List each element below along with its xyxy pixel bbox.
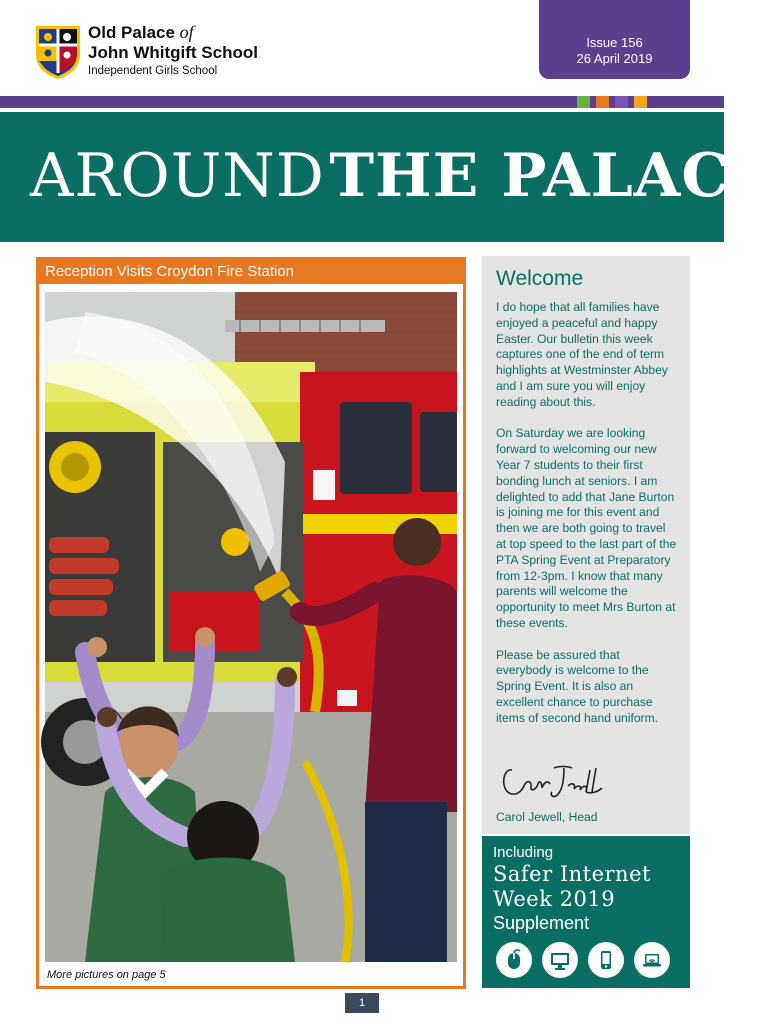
- article-caption: More pictures on page 5: [47, 969, 166, 981]
- mouse-icon: [496, 942, 532, 978]
- school-name-of: of: [179, 22, 194, 42]
- school-name-line1: Old Palace: [88, 23, 175, 42]
- fire-station-photo: [45, 292, 457, 962]
- supplement-including: Including: [493, 844, 554, 861]
- article-heading: Reception Visits Croydon Fire Station: [39, 260, 463, 284]
- welcome-paragraph-3: Please be assured that everybody is welcome to the Spring Event. It is also an excellent chance to purchase items of second hand uniform.: [496, 647, 659, 725]
- school-type: Independent Girls School: [88, 65, 218, 77]
- supplement-subtitle: Supplement: [493, 913, 590, 933]
- monitor-icon: [542, 942, 578, 978]
- issue-badge: [539, 0, 690, 79]
- supplement-icons: [496, 942, 670, 978]
- green-square: [577, 96, 590, 108]
- amber-square: [634, 96, 647, 108]
- laptop-wifi-icon: [634, 942, 670, 978]
- color-squares: [577, 96, 647, 108]
- school-name: [88, 22, 348, 79]
- article-panel: [36, 257, 466, 989]
- page-number: 1: [345, 993, 379, 1013]
- supplement-title-line1: Safer Internet: [493, 862, 651, 886]
- signatory-name: Carol Jewell, Head: [496, 810, 598, 824]
- welcome-paragraph-1: I do hope that all families have enjoyed a peaceful and happy Easter. Our bulletin this week captures one of the end of term highlights at Westminster Abbey and I am sure you will enjoy reading about this.: [496, 300, 668, 409]
- orange-square: [596, 96, 609, 108]
- welcome-panel: [482, 256, 690, 834]
- purple-square: [615, 96, 628, 108]
- supplement-box: [482, 836, 690, 988]
- welcome-paragraph-2: On Saturday we are looking forward to welcoming our new Year 7 students to their first bonding lunch at seniors. I am delighted to add that Jane Burton is joining me for this event and then we are both going to travel at top speed to the last part of the PTA Spring Event at Preparatory from 12-3pm. I know that many parents will welcome the opportunity to meet Mrs Burton at these events.: [496, 426, 677, 630]
- masthead-title: [30, 138, 777, 230]
- issue-date: 26 April 2019: [576, 51, 653, 66]
- mobile-phone-icon: [588, 942, 624, 978]
- issue-number: Issue 156: [586, 35, 643, 50]
- supplement-title-line2: Week 2019: [493, 887, 616, 911]
- welcome-title: Welcome: [496, 267, 584, 290]
- masthead-title-light: AROUND: [30, 141, 325, 211]
- school-name-line2: John Whitgift School: [88, 43, 258, 62]
- handwritten-signature: [498, 762, 608, 800]
- school-crest-icon: [34, 24, 82, 80]
- masthead-title-bold: THE PALACE: [329, 141, 777, 211]
